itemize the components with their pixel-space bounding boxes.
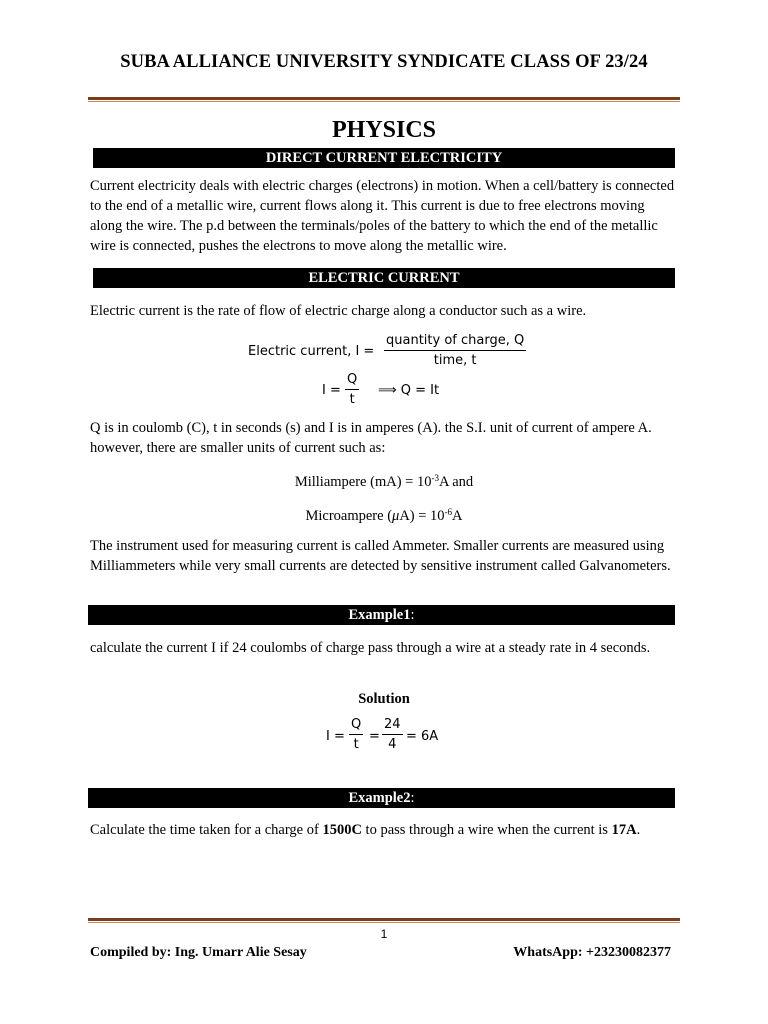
header-divider <box>88 97 680 102</box>
example1-question: calculate the current I if 24 coulombs of charge pass through a wire at a steady rate in 4 seconds. <box>90 640 651 656</box>
solution-heading: Solution <box>358 691 410 707</box>
example2-text-c: to pass through a wire when the current is <box>361 822 612 838</box>
example2-current-value: 17A <box>611 822 637 838</box>
section-bar-example1 <box>88 605 675 625</box>
current-formula <box>248 333 548 373</box>
solution-denominator-1: t <box>353 737 359 752</box>
mu-symbol: μ <box>392 508 400 524</box>
subject-title: PHYSICS <box>331 117 437 143</box>
solution-result: = 6A <box>406 729 439 744</box>
solution-numerator-1: Q <box>349 717 363 735</box>
milliampere-tail: A and <box>438 474 474 490</box>
current-formula-fraction <box>384 333 526 368</box>
example2-text-e: . <box>636 822 641 838</box>
charge-formula-rhs: ⟹ Q = It <box>378 383 440 398</box>
microampere-tail: A <box>452 508 463 524</box>
section-bar-electric-current: ELECTRIC CURRENT <box>93 268 675 288</box>
charge-formula <box>322 372 522 412</box>
solution-denominator-2: 4 <box>388 737 397 752</box>
definition-paragraph: Electric current is the rate of flow of electric charge along a conductor such as a wire. <box>90 303 587 319</box>
microampere-line <box>0 507 768 525</box>
units-paragraph: Q is in coulomb (C), t in seconds (s) and I is in amperes (A). the S.I. unit of current of ampere A. however, there are smaller units of current such as: <box>90 420 652 456</box>
milliampere-text: Milliampere (mA) = 10 <box>294 474 432 490</box>
charge-formula-denominator: t <box>349 392 355 407</box>
microampere-mid: A) = 10 <box>399 508 445 524</box>
section-bar-direct-current: DIRECT CURRENT ELECTRICITY <box>93 148 675 168</box>
solution-fraction-2 <box>382 717 403 752</box>
intro-paragraph: Current electricity deals with electric charges (electrons) in motion. When a cell/battery is connected to the end of a metallic wire, current flows along it. This current is due to free electrons moving along the wire. The p.d between the terminals/poles of the battery to which the end of the metallic wire is connected, pushes the electrons to move along the metallic wire. <box>90 178 675 254</box>
solution-numerator-2: 24 <box>382 717 403 735</box>
footer-compiled-by: Compiled by: Ing. Umarr Alie Sesay <box>90 945 307 960</box>
footer-divider <box>88 918 680 923</box>
milliampere-exponent: -3 <box>431 473 439 483</box>
example1-colon: : <box>410 607 415 623</box>
solution-equals: = <box>369 729 380 744</box>
solution-fraction-1 <box>349 717 363 752</box>
example1-label: Example1 <box>348 607 411 623</box>
section-bar-example2 <box>88 788 675 808</box>
microampere-text: Microampere ( <box>305 508 393 524</box>
milliampere-line <box>0 473 768 491</box>
current-formula-lhs: Electric current, I = <box>248 344 375 359</box>
current-formula-denominator: time, t <box>433 353 477 368</box>
example2-label: Example2 <box>348 790 411 806</box>
solution-lhs: I = <box>326 729 345 744</box>
footer-whatsapp: WhatsApp: +23230082377 <box>513 945 671 960</box>
document-header-title: SUBA ALLIANCE UNIVERSITY SYNDICATE CLASS OF 23/24 <box>120 52 648 72</box>
charge-formula-fraction <box>345 372 359 407</box>
microampere-exponent: -6 <box>444 507 453 517</box>
example2-text-a: Calculate the time taken for a charge of <box>90 822 323 838</box>
example2-charge-value: 1500C <box>322 822 362 838</box>
charge-formula-lhs: I = <box>322 383 341 398</box>
example2-question <box>90 820 680 840</box>
charge-formula-numerator: Q <box>345 372 359 390</box>
page-number: 1 <box>380 927 388 941</box>
solution-formula <box>326 717 526 761</box>
current-formula-numerator: quantity of charge, Q <box>384 333 526 351</box>
example2-colon: : <box>410 790 415 806</box>
instrument-paragraph: The instrument used for measuring current is called Ammeter. Smaller currents are measured using Milliammeters while very small currents are detected by sensitive instrument called Galvanometers. <box>90 538 671 574</box>
